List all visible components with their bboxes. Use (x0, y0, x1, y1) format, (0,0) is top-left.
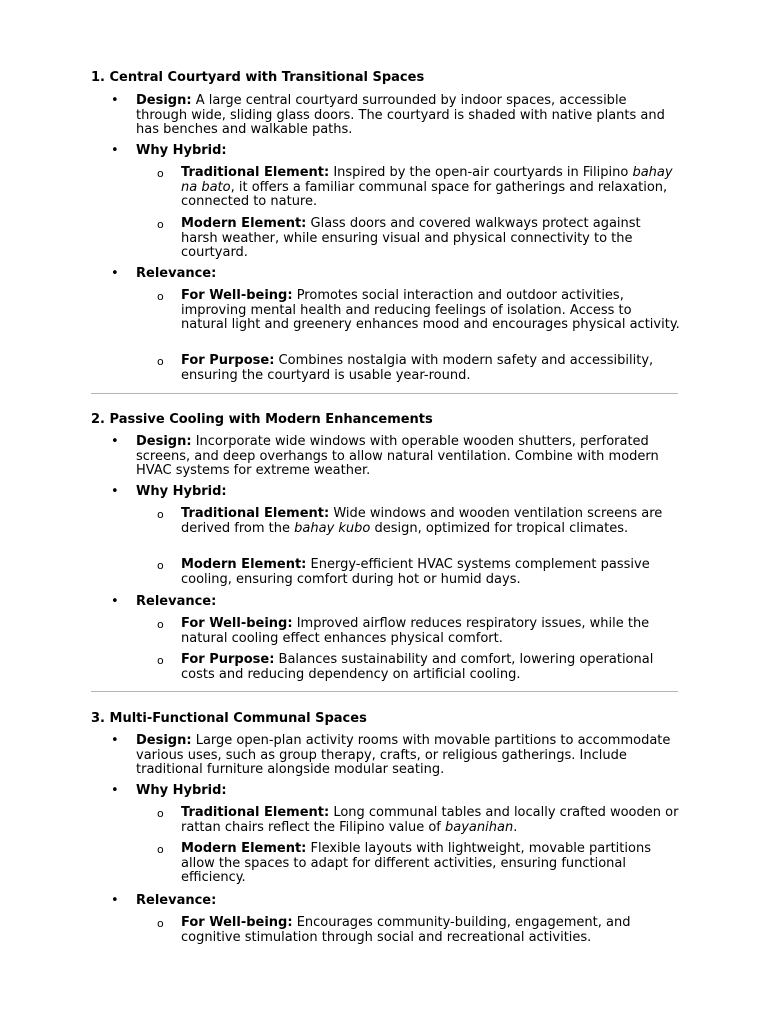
section-2-why-hybrid (136, 485, 681, 500)
section-3-relevance (136, 894, 681, 909)
purpose-text: Combines nostalgia with modern safety and accessibility, ensuring the courtyard is usable year-round. (181, 353, 654, 383)
section-2-title: 2. Passive Cooling with Modern Enhancements (91, 412, 433, 427)
bullet: • (111, 484, 119, 499)
section-2-traditional (181, 507, 681, 536)
bullet: • (111, 893, 119, 908)
traditional-label: Traditional Element: (181, 506, 330, 521)
section-1-purpose (181, 354, 681, 383)
traditional-text: Long communal tables and locally crafted wooden or rattan chairs reflect the Filipino value of (181, 805, 679, 835)
sub-bullet: o (157, 917, 164, 930)
section-3-traditional (181, 806, 681, 835)
design-label: Design: (136, 733, 192, 748)
section-2-design (136, 435, 681, 479)
modern-text: Glass doors and covered walkways protect against harsh weather, while ensuring visual and physical connectivity to the courtyard. (181, 216, 641, 261)
bullet: • (111, 783, 119, 798)
purpose-label: For Purpose: (181, 353, 275, 368)
traditional-term: bahay na bato (181, 165, 673, 195)
traditional-text-end: design, optimized for tropical climates. (370, 520, 629, 536)
sub-bullet: o (157, 218, 164, 231)
traditional-text-end: . (513, 819, 518, 835)
why-hybrid-label: Why Hybrid: (136, 143, 227, 158)
wellbeing-text: Encourages community-building, engagement, and cognitive stimulation through social and recreational activities. (181, 915, 631, 945)
section-1-title: 1. Central Courtyard with Transitional Spaces (91, 70, 425, 85)
section-2-relevance (136, 595, 681, 610)
wellbeing-text: Improved airflow reduces respiratory issues, while the natural cooling effect enhances physical comfort. (181, 616, 650, 646)
section-divider (91, 691, 678, 692)
sub-bullet: o (157, 654, 164, 667)
sub-bullet: o (157, 618, 164, 631)
traditional-term: bayanihan (445, 819, 514, 835)
traditional-text-end: , it offers a familiar communal space for gatherings and relaxation, connected to nature. (181, 179, 668, 210)
purpose-text: Balances sustainability and comfort, lowering operational costs and reducing dependency on artificial cooling. (181, 652, 654, 682)
traditional-text: Inspired by the open-air courtyards in Filipino (329, 165, 633, 180)
modern-text: Flexible layouts with lightweight, movable partitions allow the spaces to adapt for different activities, ensuring functional efficiency. (181, 841, 651, 886)
section-1-design (136, 94, 681, 138)
wellbeing-label: For Well-being: (181, 616, 293, 631)
purpose-label: For Purpose: (181, 652, 275, 667)
bullet: • (111, 733, 119, 748)
sub-bullet: o (157, 167, 164, 180)
modern-text: Energy-efficient HVAC systems complement passive cooling, ensuring comfort during hot or humid days. (181, 557, 650, 587)
section-3-design (136, 734, 681, 778)
bullet: • (111, 93, 119, 108)
relevance-label: Relevance: (136, 266, 217, 281)
design-label: Design: (136, 93, 192, 108)
wellbeing-label: For Well-being: (181, 288, 293, 303)
sub-bullet: o (157, 355, 164, 368)
section-3-why-hybrid (136, 784, 681, 799)
relevance-label: Relevance: (136, 594, 217, 609)
section-1-why-hybrid (136, 144, 681, 159)
section-3-wellbeing (181, 916, 681, 945)
section-1-relevance (136, 267, 681, 282)
design-label: Design: (136, 434, 192, 449)
section-3-title: 3. Multi-Functional Communal Spaces (91, 711, 367, 726)
bullet: • (111, 266, 119, 281)
why-hybrid-label: Why Hybrid: (136, 484, 227, 499)
section-1-wellbeing (181, 289, 681, 333)
sub-bullet: o (157, 807, 164, 820)
section-divider (91, 393, 678, 394)
section-2-purpose (181, 653, 681, 682)
bullet: • (111, 594, 119, 609)
traditional-label: Traditional Element: (181, 165, 330, 180)
section-3-modern (181, 842, 681, 886)
design-text: Incorporate wide windows with operable wooden shutters, perforated screens, and deep overhangs to allow natural ventilation. Combine with modern HVAC systems for extreme weather. (136, 434, 659, 479)
bullet: • (111, 143, 119, 158)
design-text: A large central courtyard surrounded by indoor spaces, accessible through wide, sliding glass doors. The courtyard is shaded with native plants and has benches and walkable paths. (136, 93, 665, 138)
traditional-term: bahay kubo (294, 520, 371, 536)
modern-label: Modern Element: (181, 841, 307, 856)
relevance-label: Relevance: (136, 893, 217, 908)
sub-bullet: o (157, 843, 164, 856)
design-text: Large open-plan activity rooms with movable partitions to accommodate various uses, such as group therapy, crafts, or religious gatherings. Include traditional furniture alongside modular seating. (136, 733, 671, 778)
section-1-modern (181, 217, 681, 261)
modern-label: Modern Element: (181, 557, 307, 572)
modern-label: Modern Element: (181, 216, 307, 231)
why-hybrid-label: Why Hybrid: (136, 783, 227, 798)
bullet: • (111, 434, 119, 449)
wellbeing-text: Promotes social interaction and outdoor activities, improving mental health and reducing feelings of isolation. Access to natural light and greenery enhances mood and encourages physical activity. (181, 288, 680, 333)
section-2-wellbeing (181, 617, 681, 646)
section-1-traditional (181, 166, 681, 210)
traditional-label: Traditional Element: (181, 805, 330, 820)
traditional-text: Wide windows and wooden ventilation screens are derived from the (181, 506, 663, 536)
sub-bullet: o (157, 508, 164, 521)
sub-bullet: o (157, 290, 164, 303)
section-2-modern (181, 558, 681, 587)
sub-bullet: o (157, 559, 164, 572)
wellbeing-label: For Well-being: (181, 915, 293, 930)
